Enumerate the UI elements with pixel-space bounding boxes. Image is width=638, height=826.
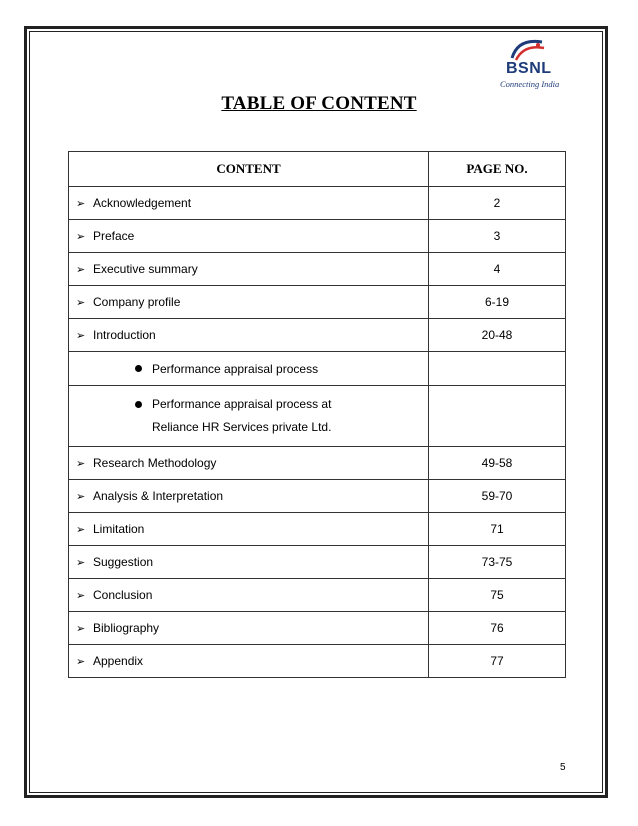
toc-table: [68, 151, 566, 678]
row-page: [429, 386, 566, 447]
table-row: [69, 187, 566, 220]
row-page: 49-58: [429, 447, 566, 480]
header-page: PAGE NO.: [429, 152, 566, 187]
logo-name: BSNL: [506, 60, 552, 77]
row-label: Performance appraisal process: [152, 361, 319, 376]
table-row: [69, 546, 566, 579]
arrow-bullet-icon: ➢: [76, 231, 86, 243]
arrow-bullet-icon: ➢: [76, 458, 86, 470]
arrow-bullet-icon: ➢: [76, 623, 86, 635]
table-row: [69, 480, 566, 513]
row-page: 3: [429, 220, 566, 253]
arrow-bullet-icon: ➢: [76, 297, 86, 309]
table-row: [69, 352, 566, 386]
row-page: 20-48: [429, 319, 566, 352]
table-row: [69, 447, 566, 480]
bsnl-logo-icon: [508, 36, 548, 62]
table-header-row: [69, 152, 566, 187]
row-label: Suggestion: [93, 555, 154, 569]
row-page: 73-75: [429, 546, 566, 579]
logo-tagline: Connecting India: [500, 79, 560, 89]
row-label: Analysis & Interpretation: [93, 489, 224, 503]
round-bullet-icon: [135, 365, 142, 372]
table-row: [69, 253, 566, 286]
row-label: Company profile: [93, 295, 181, 309]
arrow-bullet-icon: ➢: [76, 198, 86, 210]
page-number: 5: [560, 762, 566, 773]
table-row: [69, 319, 566, 352]
row-label: Bibliography: [93, 621, 160, 635]
table-row: [69, 286, 566, 319]
row-label: Performance appraisal process at: [152, 397, 332, 411]
arrow-bullet-icon: ➢: [76, 557, 86, 569]
row-page: [429, 352, 566, 386]
row-page: 71: [429, 513, 566, 546]
arrow-bullet-icon: ➢: [76, 491, 86, 503]
header-content: CONTENT: [69, 152, 429, 187]
round-bullet-icon: [135, 401, 142, 408]
table-row: [69, 612, 566, 645]
row-page: 77: [429, 645, 566, 678]
row-label: Acknowledgement: [93, 196, 192, 210]
table-row: [69, 645, 566, 678]
table-row: [69, 386, 566, 447]
arrow-bullet-icon: ➢: [76, 264, 86, 276]
table-row: [69, 220, 566, 253]
row-label: Appendix: [93, 654, 144, 668]
row-page: 6-19: [429, 286, 566, 319]
row-label: Research Methodology: [93, 456, 217, 470]
arrow-bullet-icon: ➢: [76, 656, 86, 668]
table-row: [69, 513, 566, 546]
arrow-bullet-icon: ➢: [76, 590, 86, 602]
row-label-line2: Reliance HR Services private Ltd.: [152, 420, 332, 434]
row-label: Limitation: [93, 522, 145, 536]
bsnl-logo: [494, 36, 576, 94]
row-page: 2: [429, 187, 566, 220]
row-page: 4: [429, 253, 566, 286]
row-page: 76: [429, 612, 566, 645]
table-row: [69, 579, 566, 612]
row-label: Introduction: [93, 328, 156, 342]
row-page: 75: [429, 579, 566, 612]
arrow-bullet-icon: ➢: [76, 524, 86, 536]
arrow-bullet-icon: ➢: [76, 330, 86, 342]
row-page: 59-70: [429, 480, 566, 513]
row-label: Executive summary: [93, 262, 198, 276]
row-label: Conclusion: [93, 588, 153, 602]
page-title: TABLE OF CONTENT: [221, 93, 417, 114]
row-label: Preface: [93, 229, 135, 243]
